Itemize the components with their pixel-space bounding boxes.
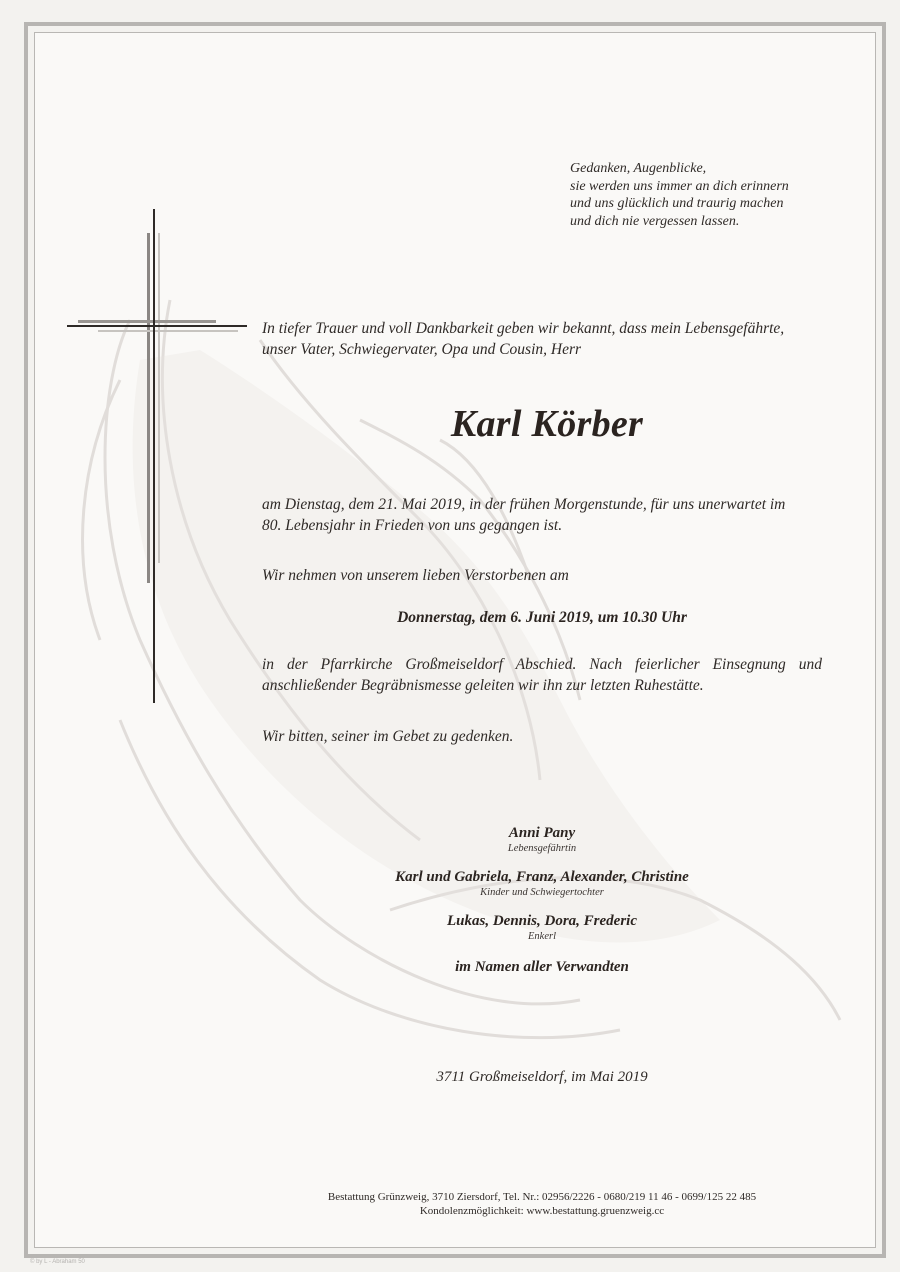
funeral-details <box>262 654 822 696</box>
farewell-intro <box>262 565 822 586</box>
death-notice-line: am Dienstag, dem 21. Mai 2019, in der frühen Morgenstunde, für uns unerwartet im <box>262 496 786 513</box>
poem-line: Gedanken, Augenblicke, <box>570 161 707 176</box>
condolence-link: Kondolenzmöglichkeit: www.bestattung.gruenzweig.cc <box>419 1205 665 1217</box>
funeral-details-line: anschließender Begräbnismesse geleiten wir ihn zur letzten Ruhestätte. <box>262 677 704 694</box>
prayer-request <box>262 726 822 747</box>
mourner-name: im Namen aller Verwandten <box>455 959 629 975</box>
deceased-name: Karl Körber <box>450 403 644 445</box>
prayer-request-line: Wir bitten, seiner im Gebet zu gedenken. <box>262 728 514 745</box>
copyright-note: © by L - Abraham 50 <box>30 1259 85 1265</box>
mourner-children <box>262 868 822 899</box>
poem <box>570 160 830 230</box>
funeral-date: Donnerstag, dem 6. Juni 2019, um 10.30 Uhr <box>397 609 687 626</box>
poem-line: sie werden uns immer an dich erinnern <box>570 178 789 194</box>
cross-icon-horizontal <box>67 325 247 327</box>
farewell-intro-line: Wir nehmen von unserem lieben Verstorbenen am <box>262 567 569 584</box>
poem-line: und uns glücklich und traurig machen <box>570 196 784 211</box>
funeral-home-contact: Bestattung Grünzweig, 3710 Ziersdorf, Tel. Nr.: 02956/2226 - 0680/219 11 46 - 0699/125 22 485 <box>327 1191 757 1203</box>
mourner-name: Lukas, Dennis, Dora, Frederic <box>446 913 637 929</box>
cross-shadow-vertical-light <box>158 233 160 563</box>
cross-shadow-vertical <box>147 233 150 583</box>
mourner-name: Karl und Gabriela, Franz, Alexander, Christine <box>395 869 689 885</box>
cross-icon-vertical <box>153 209 155 703</box>
intro-line: unser Vater, Schwiegervater, Opa und Cousin, Herr <box>262 341 582 358</box>
intro-line: In tiefer Trauer und voll Dankbarkeit geben wir bekannt, dass mein Lebensgefährte, <box>262 320 785 337</box>
cross-shadow-horizontal <box>78 320 216 323</box>
mourner-relatives <box>262 958 822 976</box>
poem-line: und dich nie vergessen lassen. <box>570 213 740 229</box>
cross-shadow-horizontal-light <box>98 330 238 332</box>
mourner-role: Kinder und Schwiegertochter <box>480 887 604 898</box>
announcement-intro <box>262 318 832 360</box>
funeral-details-line: in der Pfarrkirche Großmeiseldorf Abschied. Nach feierlicher Einsegnung und <box>262 656 822 673</box>
place-date: 3711 Großmeiseldorf, im Mai 2019 <box>436 1069 648 1085</box>
mourner-name: Anni Pany <box>508 825 576 841</box>
death-notice <box>262 494 822 536</box>
funeral-home-footer <box>262 1190 822 1218</box>
death-notice-line: 80. Lebensjahr in Frieden von uns gegangen ist. <box>262 517 563 534</box>
mourner-role: Lebensgefährtin <box>507 843 577 854</box>
mourner-role: Enkerl <box>528 931 556 942</box>
mourner-partner <box>262 824 822 855</box>
mourner-grandchildren <box>262 912 822 943</box>
